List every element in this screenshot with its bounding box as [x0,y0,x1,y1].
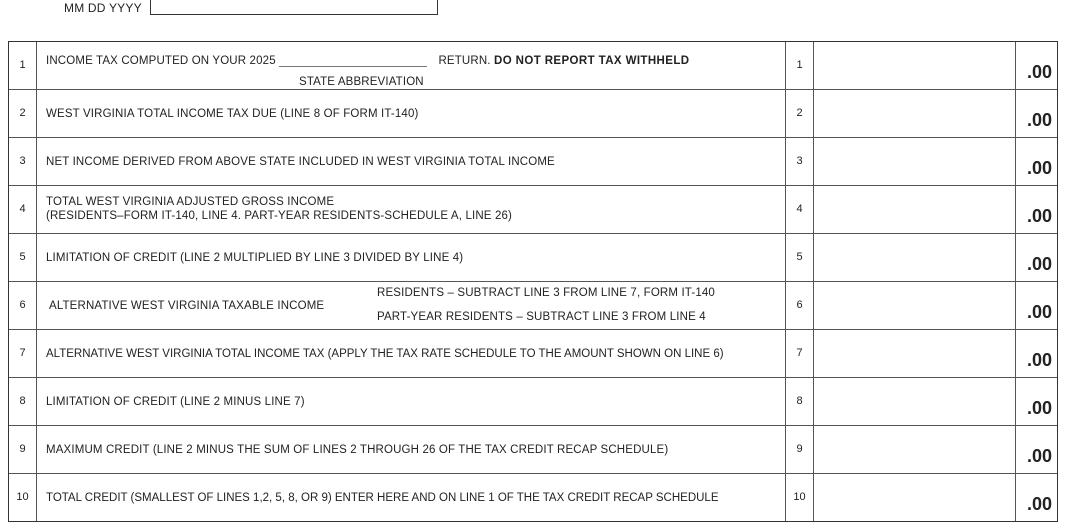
line-8-text: LIMITATION OF CREDIT (LINE 2 MINUS LINE 7) [46,395,305,408]
date-format-label: MM DD YYYY [64,1,142,15]
cents-suffix: .00 [1026,494,1052,514]
line-number-right: 10 [786,474,814,521]
cents-cell [1016,186,1057,233]
line-9-amount-input[interactable] [814,426,1016,473]
line-6-row [9,282,1057,330]
line-1-text-start: INCOME TAX COMPUTED ON YOUR 2025 [46,55,276,67]
line-description [37,426,786,473]
cents-cell [1016,90,1057,137]
state-abbreviation-label: STATE ABBREVIATION [299,76,424,88]
line-10-amount-input[interactable] [814,474,1016,521]
line-9-text: MAXIMUM CREDIT (LINE 2 MINUS THE SUM OF LINES 2 THROUGH 26 OF THE TAX CREDIT RECAP SCHEDULE) [46,443,669,456]
line-number: 2 [9,90,37,137]
line-5-row [9,234,1057,282]
line-description [37,378,786,425]
line-number: 8 [9,378,37,425]
line-number-right: 5 [786,234,814,281]
cents-cell [1016,138,1057,185]
line-6-amount-input[interactable] [814,282,1016,329]
line-number: 10 [9,474,37,521]
cents-suffix: .00 [1026,206,1052,226]
line-number: 5 [9,234,37,281]
line-number: 4 [9,186,37,233]
cents-cell [1016,282,1057,329]
line-number-right: 9 [786,426,814,473]
line-number: 7 [9,330,37,377]
date-input[interactable] [150,0,438,15]
cents-cell [1016,234,1057,281]
line-2-amount-input[interactable] [814,90,1016,137]
line-8-row [9,378,1057,426]
cents-suffix: .00 [1026,302,1052,322]
line-number-right: 8 [786,378,814,425]
line-4-subtext: (RESIDENTS–FORM IT-140, LINE 4. PART-YEAR RESIDENTS-SCHEDULE A, LINE 26) [46,210,513,222]
line-number: 9 [9,426,37,473]
line-number-right: 4 [786,186,814,233]
line-9-row [9,426,1057,474]
line-number: 1 [9,42,37,89]
line-1-warning: DO NOT REPORT TAX WITHHELD [494,55,690,67]
line-description [37,474,786,521]
line-number-right: 7 [786,330,814,377]
line-3-amount-input[interactable] [814,138,1016,185]
line-6-part-year-instruction: PART-YEAR RESIDENTS – SUBTRACT LINE 3 FROM LINE 4 [377,311,706,323]
line-description [37,90,786,137]
line-7-text: ALTERNATIVE WEST VIRGINIA TOTAL INCOME TAX (APPLY THE TAX RATE SCHEDULE TO THE AMOUNT SHOWN ON LINE 6) [46,347,724,360]
cents-cell [1016,330,1057,377]
line-3-text: NET INCOME DERIVED FROM ABOVE STATE INCLUDED IN WEST VIRGINIA TOTAL INCOME [46,155,555,168]
cents-suffix: .00 [1026,110,1052,130]
cents-suffix: .00 [1026,158,1052,178]
line-3-row [9,138,1057,186]
line-5-text: LIMITATION OF CREDIT (LINE 2 MULTIPLIED BY LINE 3 DIVIDED BY LINE 4) [46,251,464,264]
line-description [37,234,786,281]
line-7-row [9,330,1057,378]
cents-cell [1016,426,1057,473]
line-4-row [9,186,1057,234]
line-number: 6 [9,282,37,329]
credit-computation-table [8,41,1058,522]
cents-suffix: .00 [1026,446,1052,466]
cents-cell [1016,42,1057,89]
line-number-right: 2 [786,90,814,137]
line-7-amount-input[interactable] [814,330,1016,377]
line-1-row [9,42,1057,90]
cents-suffix: .00 [1026,398,1052,418]
line-number-right: 1 [786,42,814,89]
line-description [37,186,786,233]
line-2-text: WEST VIRGINIA TOTAL INCOME TAX DUE (LINE 8 OF FORM IT-140) [46,107,419,120]
line-number-right: 3 [786,138,814,185]
line-10-text: TOTAL CREDIT (SMALLEST OF LINES 1,2, 5, 8, OR 9) ENTER HERE AND ON LINE 1 OF THE TAX CREDIT RECAP SCHEDULE [46,491,719,504]
cents-suffix: .00 [1026,350,1052,370]
line-description [37,282,786,329]
line-6-text: ALTERNATIVE WEST VIRGINIA TAXABLE INCOME [49,299,325,312]
cents-cell [1016,378,1057,425]
state-abbreviation-field[interactable] [279,54,427,67]
line-4-text: TOTAL WEST VIRGINIA ADJUSTED GROSS INCOME [46,196,335,208]
line-4-amount-input[interactable] [814,186,1016,233]
line-10-row [9,474,1057,521]
line-description [37,42,786,89]
cents-suffix: .00 [1026,62,1052,82]
line-6-residents-instruction: RESIDENTS – SUBTRACT LINE 3 FROM LINE 7, FORM IT-140 [377,287,715,299]
line-8-amount-input[interactable] [814,378,1016,425]
cents-cell [1016,474,1057,521]
line-number-right: 6 [786,282,814,329]
line-2-row [9,90,1057,138]
cents-suffix: .00 [1026,254,1052,274]
line-number: 3 [9,138,37,185]
line-1-amount-input[interactable] [814,42,1016,89]
line-1-text-end: RETURN. [438,55,491,67]
line-description [37,330,786,377]
line-description [37,138,786,185]
line-5-amount-input[interactable] [814,234,1016,281]
